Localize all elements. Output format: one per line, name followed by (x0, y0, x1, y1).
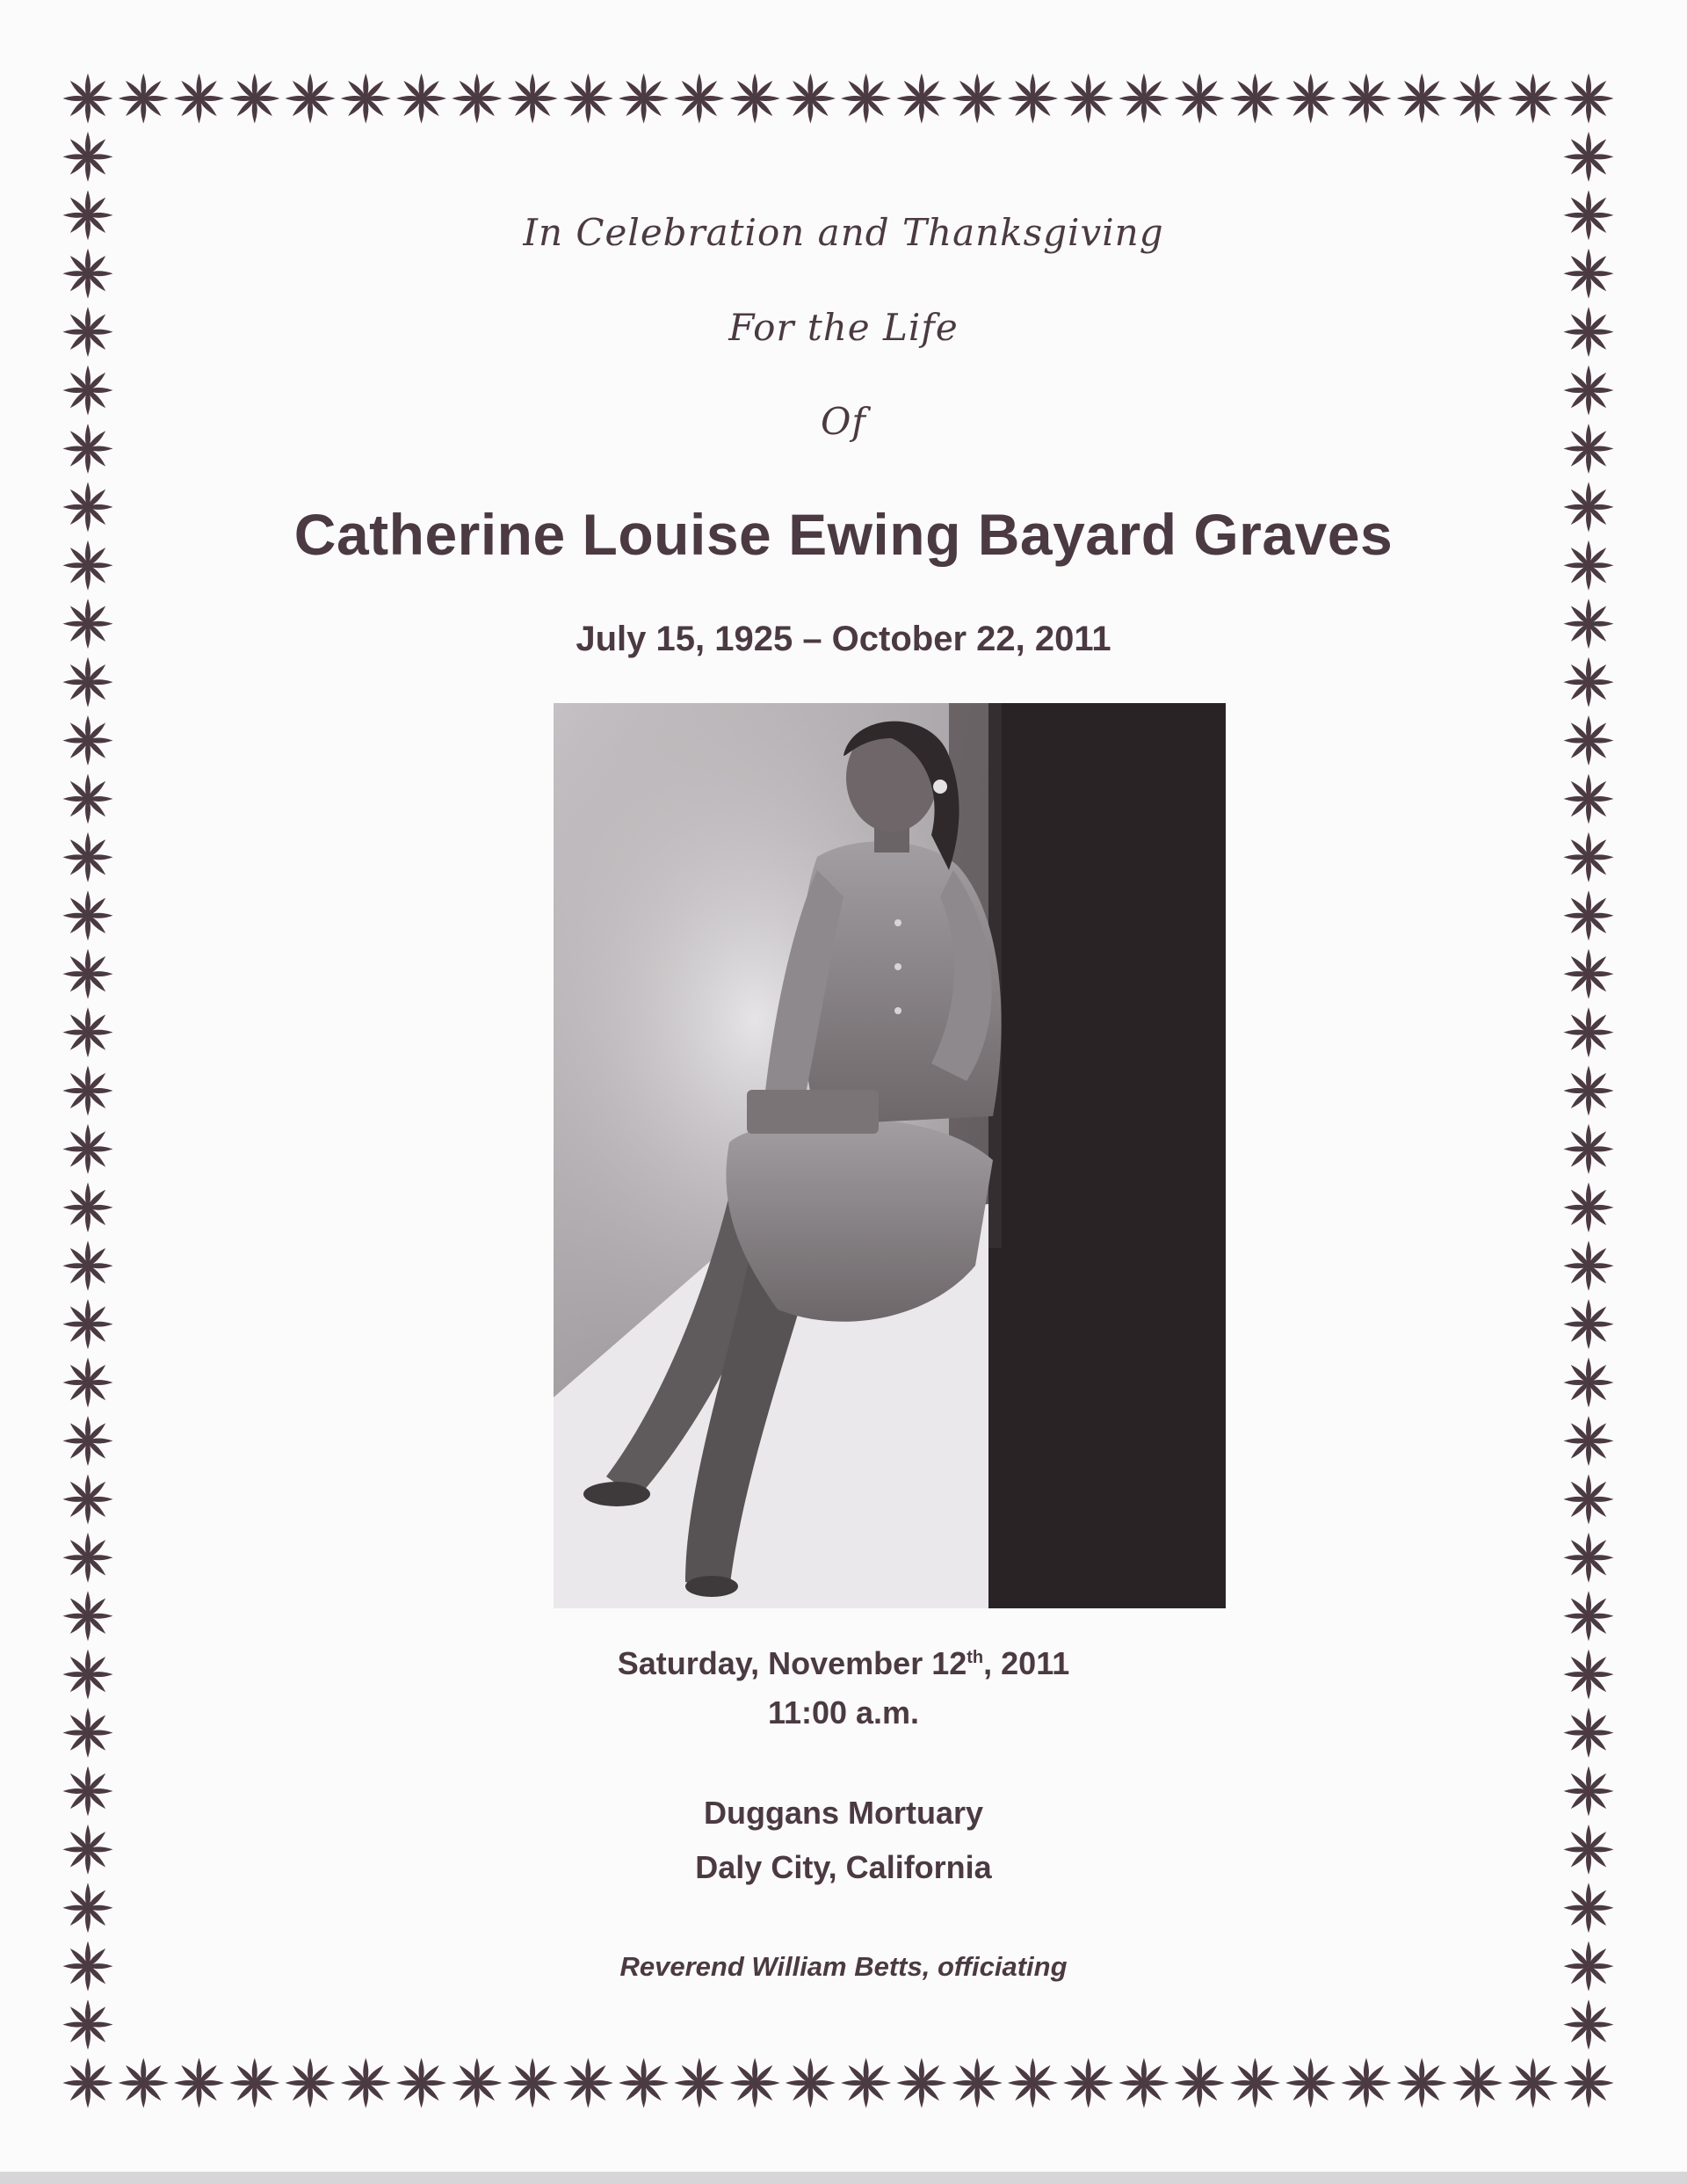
asterisk-flower-icon (1510, 76, 1556, 121)
asterisk-flower-icon (1566, 1185, 1611, 1230)
asterisk-flower-icon (65, 1477, 111, 1522)
service-venue: Duggans Mortuary (703, 1795, 984, 1831)
asterisk-flower-icon (1343, 76, 1389, 121)
asterisk-flower-icon (1566, 893, 1611, 939)
heading-line-2: For the Life (728, 306, 959, 349)
service-date-main: Saturday, November 12 (617, 1645, 967, 1681)
asterisk-flower-icon (120, 76, 166, 121)
asterisk-flower-icon (65, 659, 111, 705)
officiant: Reverend William Betts, officiating (619, 1951, 1068, 1982)
asterisk-flower-icon (1010, 2060, 1055, 2106)
asterisk-flower-icon (454, 2060, 500, 2106)
asterisk-flower-icon (65, 2002, 111, 2048)
asterisk-flower-icon (954, 76, 1000, 121)
asterisk-flower-icon (65, 834, 111, 880)
asterisk-flower-icon (844, 76, 889, 121)
asterisk-flower-icon (1566, 1068, 1611, 1114)
service-time: 11:00 a.m. (767, 1694, 920, 1731)
service-date-ordinal: th (967, 1648, 984, 1667)
asterisk-flower-icon (1566, 76, 1611, 121)
asterisk-flower-icon (621, 76, 667, 121)
asterisk-flower-icon (120, 2060, 166, 2106)
asterisk-flower-icon (1566, 2002, 1611, 2048)
asterisk-flower-icon (844, 2060, 889, 2106)
asterisk-flower-icon (177, 76, 222, 121)
asterisk-flower-icon (65, 1885, 111, 1931)
asterisk-flower-icon (65, 1126, 111, 1172)
service-date-year: , 2011 (983, 1645, 1070, 1681)
asterisk-flower-icon (565, 2060, 611, 2106)
asterisk-flower-icon (65, 1535, 111, 1580)
asterisk-flower-icon (65, 1010, 111, 1056)
asterisk-flower-icon (510, 76, 555, 121)
asterisk-flower-icon (1343, 2060, 1389, 2106)
asterisk-flower-icon (65, 2060, 111, 2106)
asterisk-flower-icon (1010, 76, 1055, 121)
asterisk-flower-icon (677, 2060, 722, 2106)
asterisk-flower-icon (65, 893, 111, 939)
portrait-photo (554, 703, 1226, 1608)
service-location: Daly City, California (695, 1849, 992, 1885)
asterisk-flower-icon (399, 76, 445, 121)
asterisk-flower-icon (65, 1593, 111, 1639)
asterisk-flower-icon (1566, 1885, 1611, 1931)
asterisk-flower-icon (732, 2060, 778, 2106)
asterisk-flower-icon (65, 951, 111, 997)
asterisk-flower-icon (1566, 718, 1611, 764)
asterisk-flower-icon (1566, 1360, 1611, 1405)
asterisk-flower-icon (1566, 951, 1611, 997)
asterisk-flower-icon (65, 134, 111, 179)
asterisk-flower-icon (343, 76, 388, 121)
asterisk-flower-icon (510, 2060, 555, 2106)
asterisk-flower-icon (343, 2060, 388, 2106)
asterisk-flower-icon (1566, 1418, 1611, 1463)
asterisk-flower-icon (65, 76, 111, 121)
asterisk-flower-icon (65, 1418, 111, 1463)
asterisk-flower-icon (1566, 1302, 1611, 1347)
asterisk-flower-icon (1566, 834, 1611, 880)
asterisk-flower-icon (1566, 1243, 1611, 1288)
asterisk-flower-icon (1510, 2060, 1556, 2106)
asterisk-flower-icon (1566, 1126, 1611, 1172)
asterisk-flower-icon (287, 76, 333, 121)
asterisk-flower-icon (65, 776, 111, 822)
asterisk-flower-icon (787, 2060, 833, 2106)
asterisk-flower-icon (399, 2060, 445, 2106)
asterisk-flower-icon (954, 2060, 1000, 2106)
asterisk-flower-icon (232, 76, 278, 121)
asterisk-flower-icon (1566, 776, 1611, 822)
asterisk-flower-icon (1566, 134, 1611, 179)
asterisk-flower-icon (65, 718, 111, 764)
asterisk-flower-icon (1399, 76, 1444, 121)
asterisk-flower-icon (1566, 2060, 1611, 2106)
asterisk-flower-icon (1566, 1010, 1611, 1056)
heading-line-3: Of (821, 400, 866, 443)
asterisk-flower-icon (1566, 659, 1611, 705)
asterisk-flower-icon (454, 76, 500, 121)
asterisk-flower-icon (1121, 76, 1167, 121)
life-dates: July 15, 1925 – October 22, 2011 (576, 620, 1111, 658)
asterisk-flower-icon (1121, 2060, 1167, 2106)
asterisk-flower-icon (1232, 2060, 1278, 2106)
asterisk-flower-icon (677, 76, 722, 121)
asterisk-flower-icon (1066, 76, 1111, 121)
asterisk-flower-icon (65, 1360, 111, 1405)
asterisk-flower-icon (232, 2060, 278, 2106)
asterisk-flower-icon (1177, 2060, 1222, 2106)
asterisk-flower-icon (565, 76, 611, 121)
asterisk-flower-icon (621, 2060, 667, 2106)
asterisk-flower-icon (65, 1185, 111, 1230)
asterisk-flower-icon (65, 1243, 111, 1288)
asterisk-flower-icon (1454, 2060, 1500, 2106)
asterisk-flower-icon (1177, 76, 1222, 121)
asterisk-flower-icon (1566, 1593, 1611, 1639)
heading-line-1: In Celebration and Thanksgiving (523, 211, 1164, 254)
deceased-name: Catherine Louise Ewing Bayard Graves (293, 502, 1394, 567)
asterisk-flower-icon (1566, 1477, 1611, 1522)
asterisk-flower-icon (899, 76, 945, 121)
asterisk-flower-icon (65, 250, 111, 296)
asterisk-flower-icon (1566, 250, 1611, 296)
asterisk-flower-icon (1232, 76, 1278, 121)
asterisk-flower-icon (1066, 2060, 1111, 2106)
asterisk-flower-icon (177, 2060, 222, 2106)
asterisk-flower-icon (1454, 76, 1500, 121)
asterisk-flower-icon (1288, 2060, 1334, 2106)
asterisk-flower-icon (65, 1302, 111, 1347)
asterisk-flower-icon (65, 1068, 111, 1114)
asterisk-flower-icon (1399, 2060, 1444, 2106)
service-date (0, 1645, 1687, 1682)
asterisk-flower-icon (1566, 1535, 1611, 1580)
asterisk-flower-icon (899, 2060, 945, 2106)
asterisk-flower-icon (787, 76, 833, 121)
asterisk-flower-icon (732, 76, 778, 121)
asterisk-flower-icon (1288, 76, 1334, 121)
asterisk-flower-icon (287, 2060, 333, 2106)
